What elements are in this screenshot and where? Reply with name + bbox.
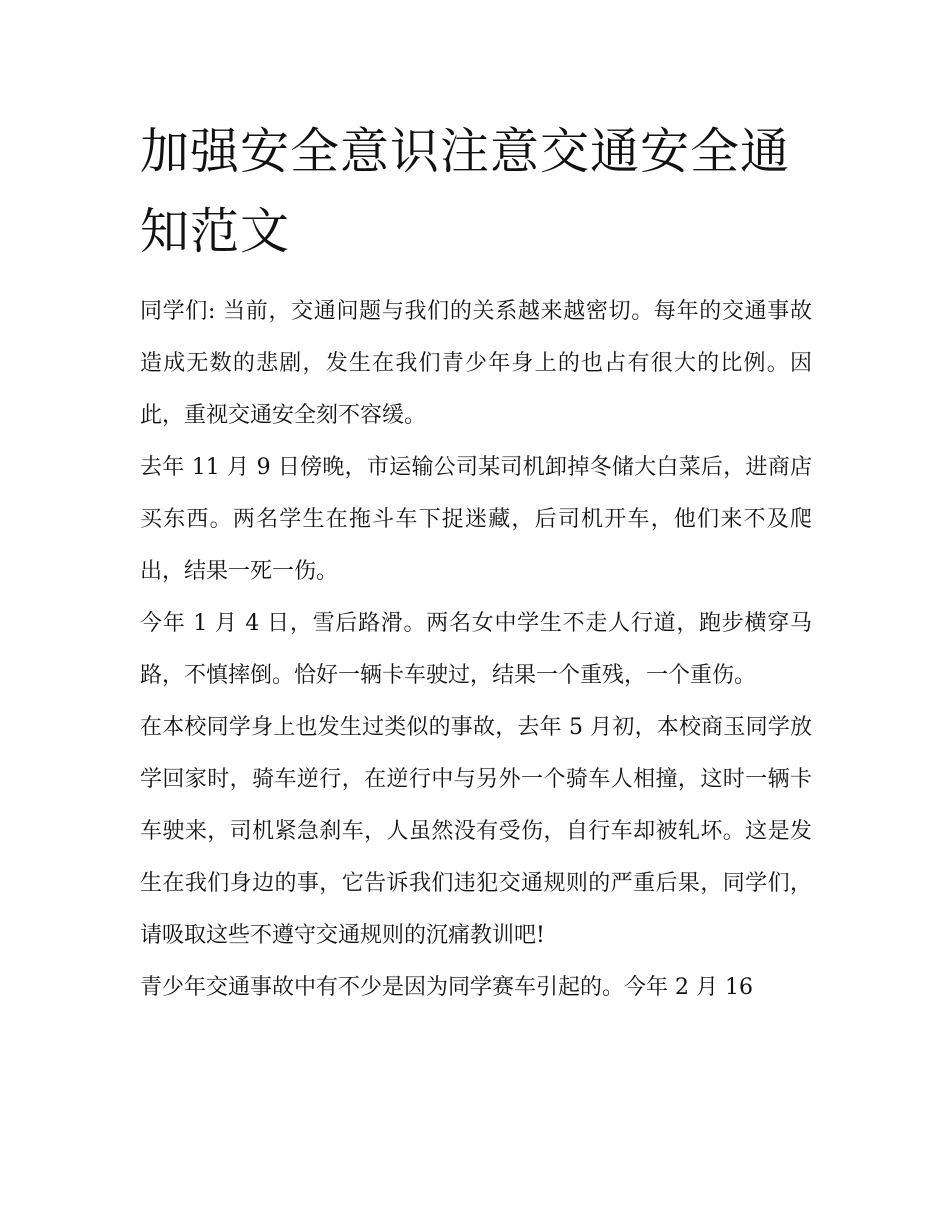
document-title: 加强安全意识注意交通安全通知范文 — [140, 123, 791, 260]
document-body — [140, 286, 812, 1014]
paragraph: 在本校同学身上也发生过类似的事故，去年 5 月初，本校商玉同学放学回家时，骑车逆行，在逆行中与另外一个骑车人相撞，这时一辆卡车驶来，司机紧急刹车，人虽然没有受伤，自行车却被轧坏。这是发生在我们身边的事，它告诉我们违犯交通规则的严重后果，同学们，请吸取这些不遵守交通规则的沉痛教训吧! — [140, 715, 812, 948]
paragraph: 今年 1 月 4 日，雪后路滑。两名女中学生不走人行道，跑步横穿马路，不慎摔倒。恰好一辆卡车驶过，结果一个重残，一个重伤。 — [140, 611, 812, 688]
paragraph: 同学们: 当前，交通问题与我们的关系越来越密切。每年的交通事故造成无数的悲剧，发生在我们青少年身上的也占有很大的比例。因此，重视交通安全刻不容缓。 — [140, 299, 812, 428]
document-page — [140, 112, 812, 1014]
paragraph: 青少年交通事故中有不少是因为同学赛车引起的。今年 2 月 16 — [140, 975, 753, 1000]
paragraph: 去年 11 月 9 日傍晚，市运输公司某司机卸掉冬储大白菜后，进商店买东西。两名学生在拖斗车下捉迷藏，后司机开车，他们来不及爬出，结果一死一伤。 — [140, 455, 812, 584]
